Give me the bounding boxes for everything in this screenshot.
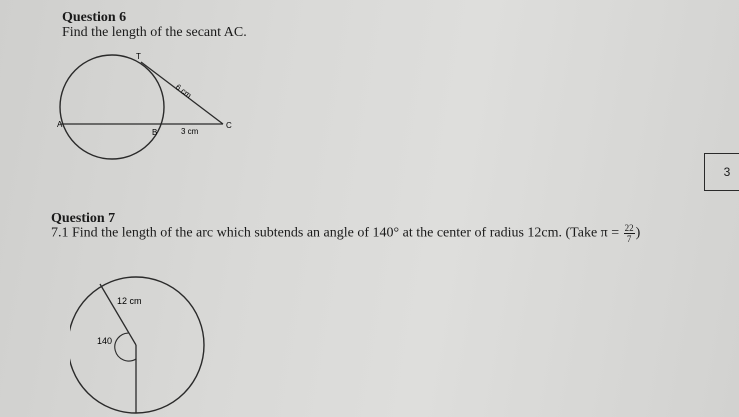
marks-box (704, 153, 739, 191)
radius-label: 12 cm (117, 296, 142, 306)
label-t: T (136, 52, 141, 61)
tangent-length-label: 6 cm (173, 82, 194, 101)
marks-value: 3 (723, 165, 731, 179)
pi-fraction-denominator: 7 (626, 234, 632, 244)
prompt-close-paren: ) (635, 225, 641, 241)
question-6-title: Question 6 (62, 10, 127, 25)
secant-tangent-diagram (55, 50, 255, 165)
label-a: A (57, 120, 63, 129)
question-7-prompt-text: 7.1 Find the length of the arc which subtends an angle of 140° at the center of radius 12cm. (Take π = (51, 225, 620, 241)
pi-fraction-numerator: 22 (624, 223, 634, 233)
label-b: B (152, 128, 158, 137)
circle (60, 55, 164, 159)
angle-arc (115, 333, 136, 361)
question-6-prompt: Find the length of the secant AC. (62, 25, 247, 40)
external-length-label: 3 cm (181, 127, 199, 136)
angle-label: 140 (97, 336, 113, 346)
label-c: C (226, 121, 232, 130)
arc-angle-diagram (70, 272, 215, 417)
pi-fraction (624, 223, 635, 244)
question-7-title: Question 7 (51, 211, 116, 226)
question-7-prompt (51, 223, 640, 244)
